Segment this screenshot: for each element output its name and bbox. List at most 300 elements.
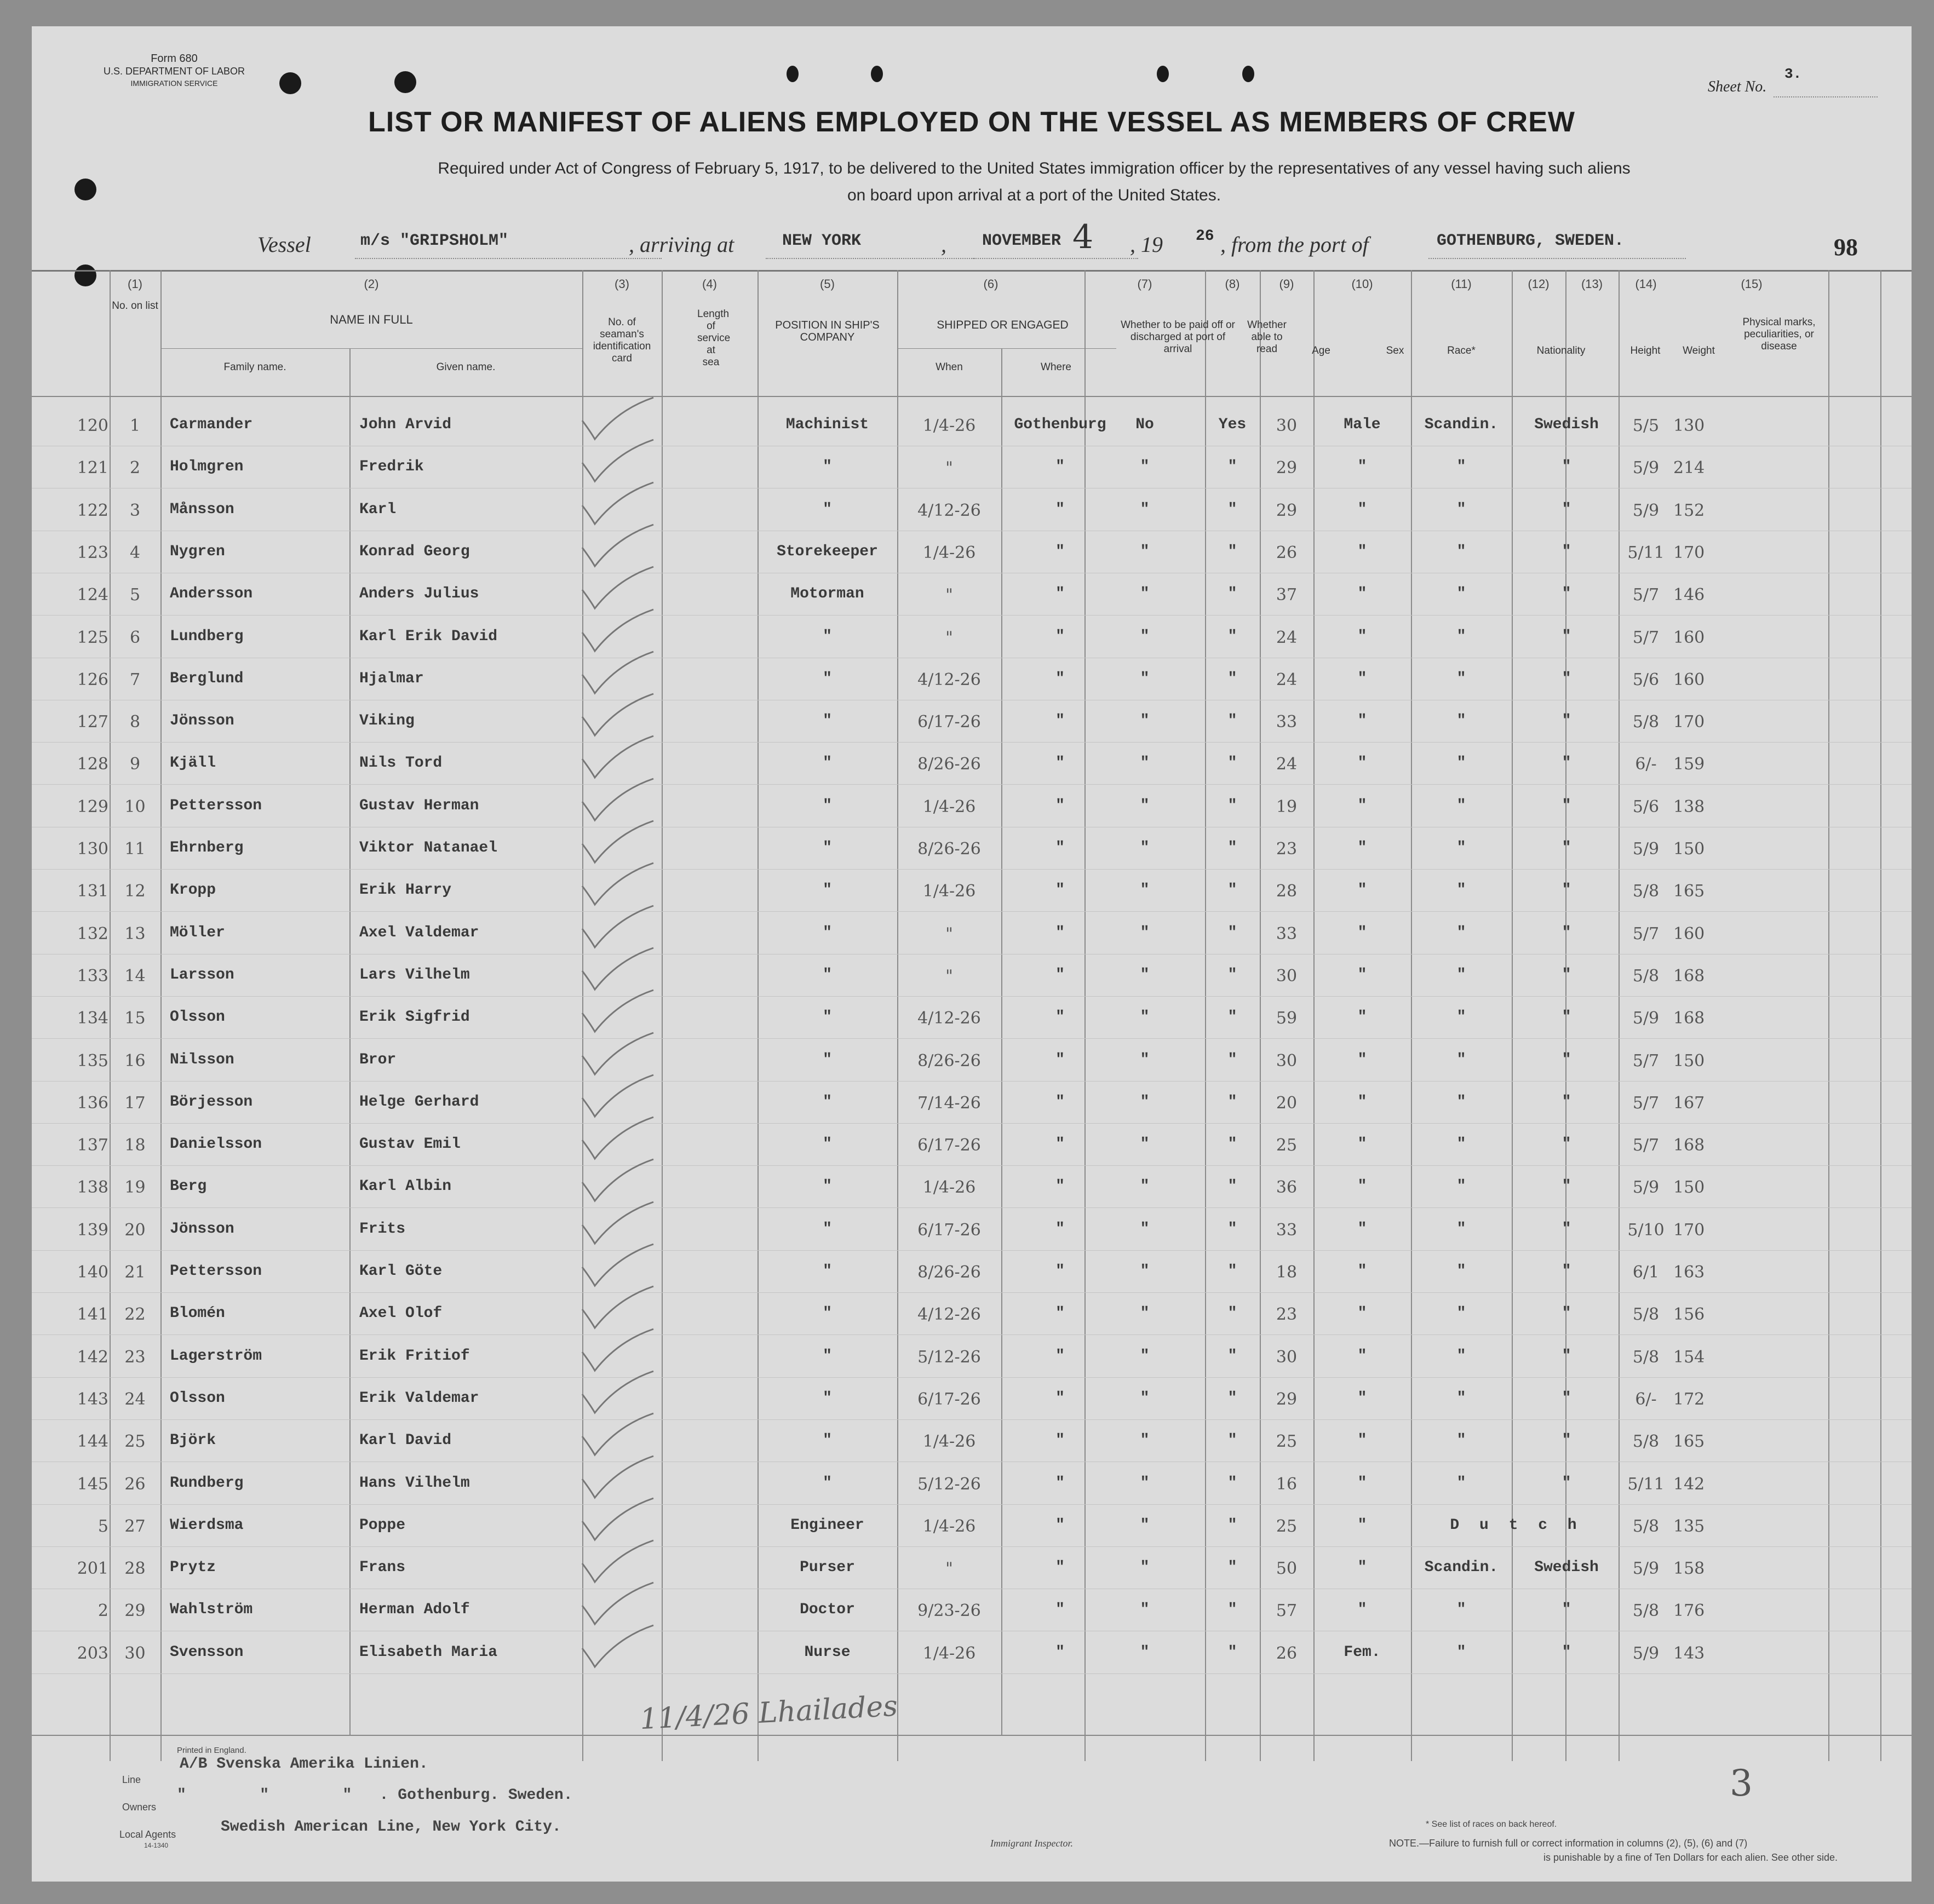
paid-off: " [1140, 755, 1150, 772]
shipped-where: " [1055, 670, 1065, 687]
nationality: " [1562, 1093, 1571, 1111]
col-header-length: Length of service at sea [697, 308, 731, 368]
position: Doctor [800, 1601, 855, 1619]
given-name: John Arvid [359, 416, 452, 433]
shipped-where: " [1055, 458, 1065, 476]
shipped-where: " [1055, 755, 1065, 772]
col-header-position: POSITION IN SHIP'S COMPANY [775, 319, 880, 343]
manifest-number: 121 [77, 458, 108, 478]
sex: " [1357, 1051, 1367, 1068]
able-to-read: " [1227, 1220, 1237, 1238]
race: " [1456, 1347, 1466, 1365]
sex: " [1357, 924, 1367, 941]
able-to-read: Yes [1218, 416, 1247, 433]
family-name: Jönsson [170, 1220, 234, 1238]
table-row [32, 1547, 1912, 1589]
list-number: 15 [124, 1009, 146, 1028]
weight: 165 [1673, 1432, 1705, 1452]
race: " [1456, 1389, 1466, 1407]
height: 6/- [1635, 755, 1657, 774]
given-name: Karl Albin [359, 1178, 452, 1195]
shipped-when: 5/12-26 [917, 1474, 981, 1494]
from-port: GOTHENBURG, SWEDEN. [1437, 232, 1625, 250]
age: 50 [1276, 1559, 1298, 1579]
height: 5/9 [1632, 1643, 1660, 1663]
position: " [823, 1474, 832, 1492]
vessel-underline [355, 258, 662, 259]
weight: 154 [1673, 1347, 1705, 1367]
line-label: Line [122, 1774, 141, 1785]
paid-off: " [1140, 458, 1150, 476]
given-name: Hans Vilhelm [359, 1474, 470, 1492]
col-number: (3) [615, 277, 629, 291]
able-to-read: " [1227, 628, 1237, 645]
nationality: " [1562, 924, 1571, 941]
height: 5/6 [1632, 670, 1660, 689]
age: 37 [1276, 585, 1298, 605]
nationality: " [1562, 1601, 1571, 1619]
family-name: Pettersson [170, 797, 262, 814]
inspector-signature: 11/4/26 Lhailades [639, 1689, 899, 1736]
col-header-family: Family name. [223, 361, 286, 373]
shipped-where: " [1055, 839, 1065, 856]
able-to-read: " [1227, 1389, 1237, 1407]
sex: " [1357, 1136, 1367, 1153]
height: 5/9 [1632, 501, 1660, 520]
paid-off: " [1140, 882, 1150, 899]
weight: 163 [1673, 1263, 1705, 1282]
weight: 170 [1673, 1220, 1705, 1240]
age: 25 [1276, 1136, 1298, 1155]
position: " [823, 458, 832, 476]
sex: Male [1344, 416, 1381, 433]
list-number: 6 [129, 628, 141, 647]
family-name: Nilsson [170, 1051, 234, 1068]
able-to-read: " [1227, 1559, 1237, 1577]
race: Scandin. [1424, 416, 1499, 433]
nationality: " [1562, 1220, 1571, 1238]
position: " [823, 797, 832, 814]
list-number: 25 [124, 1432, 146, 1452]
height: 5/9 [1632, 1178, 1660, 1198]
punch-hole [871, 66, 883, 82]
given-name: Nils Tord [359, 755, 443, 772]
col-number: (12) [1528, 277, 1550, 291]
able-to-read: " [1227, 1643, 1237, 1661]
line-value: A/B Svenska Amerika Linien. [180, 1756, 428, 1773]
nationality: " [1562, 1263, 1571, 1280]
col-header-shipped: SHIPPED OR ENGAGED [937, 319, 1069, 331]
height: 5/8 [1632, 712, 1660, 732]
sex: " [1357, 1305, 1367, 1322]
height: 5/8 [1632, 1516, 1660, 1536]
col-number: (14) [1635, 277, 1657, 291]
owners-label: Owners [122, 1802, 157, 1813]
shipped-where: " [1055, 1178, 1065, 1195]
weight: 170 [1673, 543, 1705, 562]
family-name: Pettersson [170, 1263, 262, 1280]
nationality: " [1562, 755, 1571, 772]
nationality: " [1562, 458, 1571, 476]
nationality: " [1562, 839, 1571, 856]
list-number: 3 [129, 501, 141, 520]
shipped-where: " [1055, 966, 1065, 983]
sex: " [1357, 1263, 1367, 1280]
paid-off: " [1140, 1263, 1150, 1280]
shipped-when: 1/4-26 [922, 1432, 976, 1452]
family-name: Carmander [170, 416, 253, 433]
height: 5/8 [1632, 882, 1660, 901]
able-to-read: " [1227, 1601, 1237, 1619]
table-row [32, 531, 1912, 573]
position: " [823, 712, 832, 730]
able-to-read: " [1227, 797, 1237, 814]
shipped-when: 8/26-26 [917, 839, 981, 859]
height: 6/- [1635, 1389, 1657, 1409]
able-to-read: " [1227, 1093, 1237, 1111]
able-to-read: " [1227, 755, 1237, 772]
paid-off: " [1140, 712, 1150, 730]
family-name: Berg [170, 1178, 207, 1195]
family-name: Lundberg [170, 628, 244, 645]
shipped-subrule [897, 348, 1116, 349]
position: " [823, 1009, 832, 1026]
list-number: 10 [124, 797, 146, 816]
weight: 142 [1673, 1474, 1705, 1494]
shipped-where: " [1055, 924, 1065, 941]
table-row [32, 658, 1912, 700]
family-name: Svensson [170, 1643, 244, 1661]
sex: " [1357, 1009, 1367, 1026]
shipped-where: " [1055, 1136, 1065, 1153]
manifest-number: 132 [77, 924, 108, 944]
list-number: 9 [129, 755, 141, 774]
race: " [1456, 1601, 1466, 1619]
sex: " [1357, 1347, 1367, 1365]
header-bottom-rule [32, 396, 1912, 397]
able-to-read: " [1227, 839, 1237, 856]
shipped-when: " [945, 966, 953, 986]
family-name: Nygren [170, 543, 225, 560]
manifest-number: 135 [77, 1051, 108, 1071]
family-name: Larsson [170, 966, 234, 983]
table-row [32, 616, 1912, 658]
paid-off: " [1140, 1389, 1150, 1407]
weight: 159 [1673, 755, 1705, 774]
paid-off: " [1140, 1432, 1150, 1449]
weight: 168 [1673, 966, 1705, 986]
height: 5/9 [1632, 839, 1660, 859]
manifest-number: 134 [77, 1009, 108, 1028]
given-name: Erik Valdemar [359, 1389, 479, 1407]
manifest-number: 138 [77, 1178, 108, 1198]
family-name: Ehrnberg [170, 839, 244, 856]
position: Motorman [790, 585, 864, 603]
position: " [823, 501, 832, 518]
table-row [32, 1420, 1912, 1462]
nationality: Swedish [1534, 416, 1599, 433]
manifest-number: 143 [77, 1389, 108, 1409]
requirement-text [278, 155, 1790, 209]
age: 33 [1276, 712, 1298, 732]
paid-off: " [1140, 839, 1150, 856]
height: 5/8 [1632, 1305, 1660, 1325]
sex: " [1357, 585, 1367, 603]
col-number: (15) [1741, 277, 1763, 291]
shipped-where: " [1055, 797, 1065, 814]
given-name: Axel Valdemar [359, 924, 479, 941]
sex: " [1357, 1559, 1367, 1577]
shipped-when: 8/26-26 [917, 755, 981, 774]
given-name: Erik Harry [359, 882, 452, 899]
table-row [32, 489, 1912, 531]
col-header-name: NAME IN FULL [330, 313, 413, 326]
manifest-number: 140 [77, 1263, 108, 1282]
family-name: Blomén [170, 1305, 225, 1322]
position: " [823, 1093, 832, 1111]
given-name: Gustav Herman [359, 797, 479, 814]
manifest-number: 5 [97, 1516, 108, 1536]
list-number: 18 [124, 1136, 146, 1155]
given-name: Erik Fritiof [359, 1347, 470, 1365]
family-name: Wierdsma [170, 1516, 244, 1534]
family-name: Olsson [170, 1389, 225, 1407]
sex: " [1357, 1220, 1367, 1238]
shipped-where: " [1055, 628, 1065, 645]
given-name: Karl Erik David [359, 628, 498, 645]
able-to-read: " [1227, 585, 1237, 603]
shipped-where: " [1055, 1432, 1065, 1449]
manifest-number: 203 [77, 1643, 108, 1663]
page-stamp: 98 [1834, 234, 1858, 261]
sex: " [1357, 797, 1367, 814]
family-name: Börjesson [170, 1093, 253, 1111]
weight: 158 [1673, 1559, 1705, 1579]
shipped-where: " [1055, 1051, 1065, 1068]
given-name: Poppe [359, 1516, 406, 1534]
given-name: Lars Vilhelm [359, 966, 470, 983]
age: 24 [1276, 670, 1298, 689]
punch-hole [1157, 66, 1169, 82]
manifest-number: 125 [77, 628, 108, 647]
col-header-no: No. on list [112, 300, 158, 312]
shipped-when: 1/4-26 [922, 882, 976, 901]
vessel-name: m/s "GRIPSHOLM" [360, 232, 509, 250]
manifest-number: 142 [77, 1347, 108, 1367]
sheet-number: 3. [1784, 66, 1802, 82]
weight: 168 [1673, 1009, 1705, 1028]
sex: " [1357, 1432, 1367, 1449]
col-header-read: Whether able to read [1247, 319, 1287, 355]
service-name: IMMIGRATION SERVICE [130, 79, 218, 88]
race: " [1456, 670, 1466, 687]
age: 30 [1276, 1051, 1298, 1071]
table-row [32, 1463, 1912, 1505]
race: " [1456, 1178, 1466, 1195]
sex: " [1357, 1178, 1367, 1195]
race: " [1456, 839, 1466, 856]
list-number: 20 [124, 1220, 146, 1240]
able-to-read: " [1227, 1178, 1237, 1195]
weight: 176 [1673, 1601, 1705, 1621]
age: 19 [1276, 797, 1298, 816]
height: 5/9 [1632, 1559, 1660, 1579]
header-top-rule [32, 270, 1912, 272]
race: " [1456, 797, 1466, 814]
list-number: 24 [124, 1389, 146, 1409]
shipped-where: " [1055, 1474, 1065, 1492]
race: " [1456, 1051, 1466, 1068]
shipped-when: 4/12-26 [917, 501, 981, 520]
table-row [32, 1209, 1912, 1251]
age: 25 [1276, 1432, 1298, 1452]
shipped-where: " [1055, 882, 1065, 899]
sex: " [1357, 1093, 1367, 1111]
age: 30 [1276, 416, 1298, 435]
list-number: 26 [124, 1474, 146, 1494]
arrival-day: 4 [1072, 218, 1094, 256]
able-to-read: " [1227, 966, 1237, 983]
given-name: Frits [359, 1220, 406, 1238]
age: 29 [1276, 458, 1298, 478]
form-number: Form 680 [151, 53, 198, 65]
sex: " [1357, 839, 1367, 856]
able-to-read: " [1227, 458, 1237, 476]
list-number: 14 [124, 966, 146, 986]
requirement-line-1: Required under Act of Congress of February 5, 1917, to be delivered to the United States immigration officer by the representatives of any vessel having such aliens [438, 159, 1631, 177]
agents-code: 14-1340 [144, 1842, 169, 1849]
race: " [1456, 1263, 1466, 1280]
shipped-where: " [1055, 1093, 1065, 1111]
arrival-port: NEW YORK [782, 232, 862, 250]
table-row [32, 1082, 1912, 1124]
date-underline [974, 258, 1138, 259]
given-name: Helge Gerhard [359, 1093, 479, 1111]
shipped-where: " [1055, 1389, 1065, 1407]
position: Purser [800, 1559, 855, 1577]
list-number: 8 [129, 712, 141, 732]
able-to-read: " [1227, 1432, 1237, 1449]
col-header-physical: Physical marks, peculiarities, or disease [1742, 317, 1816, 352]
weight: 156 [1673, 1305, 1705, 1325]
race: " [1456, 1305, 1466, 1322]
paid-off: " [1140, 1093, 1150, 1111]
list-number: 23 [124, 1347, 146, 1367]
table-row [32, 1336, 1912, 1378]
table-row [32, 870, 1912, 912]
col-number: (6) [983, 277, 998, 291]
nationality: " [1562, 1347, 1571, 1365]
given-name: Frans [359, 1559, 406, 1577]
weight: 160 [1673, 628, 1705, 647]
col-header-height: Height [1630, 345, 1661, 356]
shipped-where: Gothenburg [1014, 416, 1106, 433]
manifest-number: 139 [77, 1220, 108, 1240]
weight: 165 [1673, 882, 1705, 901]
shipped-when: 6/17-26 [917, 1136, 981, 1155]
position: Engineer [790, 1516, 864, 1534]
col-number: (8) [1225, 277, 1240, 291]
family-name: Danielsson [170, 1136, 262, 1153]
height: 6/1 [1632, 1263, 1660, 1282]
given-name: Fredrik [359, 458, 424, 476]
manifest-number: 133 [77, 966, 108, 986]
col-header-race: Race* [1447, 345, 1476, 356]
race: " [1456, 1136, 1466, 1153]
list-number: 16 [124, 1051, 146, 1071]
sex: " [1357, 882, 1367, 899]
position: Nurse [804, 1643, 851, 1661]
age: 26 [1276, 1643, 1298, 1663]
position: " [823, 924, 832, 941]
family-name: Möller [170, 924, 225, 941]
table-row [32, 1378, 1912, 1420]
shipped-where: " [1055, 1009, 1065, 1026]
paid-off: " [1140, 1136, 1150, 1153]
able-to-read: " [1227, 1474, 1237, 1492]
list-number: 19 [124, 1178, 146, 1198]
col-number: (5) [820, 277, 835, 291]
col-number: (10) [1351, 277, 1373, 291]
height: 5/7 [1632, 1051, 1660, 1071]
shipped-when: 8/26-26 [917, 1263, 981, 1282]
table-row [32, 1505, 1912, 1547]
given-name: Axel Olof [359, 1305, 443, 1322]
shipped-where: " [1055, 1347, 1065, 1365]
height: 5/9 [1632, 1009, 1660, 1028]
height: 5/11 [1627, 1474, 1665, 1494]
list-number: 21 [124, 1263, 146, 1282]
position: " [823, 882, 832, 899]
table-row [32, 954, 1912, 997]
race: " [1456, 712, 1466, 730]
age: 28 [1276, 882, 1298, 901]
able-to-read: " [1227, 501, 1237, 518]
height: 5/7 [1632, 628, 1660, 647]
page-title: LIST OR MANIFEST OF ALIENS EMPLOYED ON THE VESSEL AS MEMBERS OF CREW [368, 106, 1575, 138]
manifest-number: 122 [77, 501, 108, 520]
shipped-when: 1/4-26 [922, 543, 976, 562]
manifest-number: 2 [97, 1601, 108, 1621]
handwritten-page-number: 3 [1730, 1762, 1753, 1804]
weight: 172 [1673, 1389, 1705, 1409]
nationality: " [1562, 1136, 1571, 1153]
weight: 152 [1673, 501, 1705, 520]
col-header-paid: Whether to be paid off or discharged at port of arrival [1121, 319, 1235, 355]
table-row [32, 1124, 1912, 1166]
race-note: * See list of races on back hereof. [1426, 1820, 1557, 1829]
age: 20 [1276, 1093, 1298, 1113]
requirement-line-2: on board upon arrival at a port of the United States. [847, 186, 1221, 204]
height: 5/8 [1632, 1432, 1660, 1452]
col-header-sex: Sex [1386, 345, 1404, 356]
family-name: Andersson [170, 585, 253, 603]
name-subrule [160, 348, 582, 349]
col-number: (7) [1137, 277, 1152, 291]
height: 5/7 [1632, 924, 1660, 944]
position: " [823, 1263, 832, 1280]
punch-hole [74, 179, 96, 200]
manifest-number: 123 [77, 543, 108, 562]
punch-hole [394, 71, 416, 93]
manifest-number: 126 [77, 670, 108, 689]
nationality: " [1562, 1432, 1571, 1449]
race: " [1456, 458, 1466, 476]
col-number: (1) [128, 277, 142, 291]
paid-off: " [1140, 1643, 1150, 1661]
race: " [1456, 1009, 1466, 1026]
shipped-when: 1/4-26 [922, 1643, 976, 1663]
